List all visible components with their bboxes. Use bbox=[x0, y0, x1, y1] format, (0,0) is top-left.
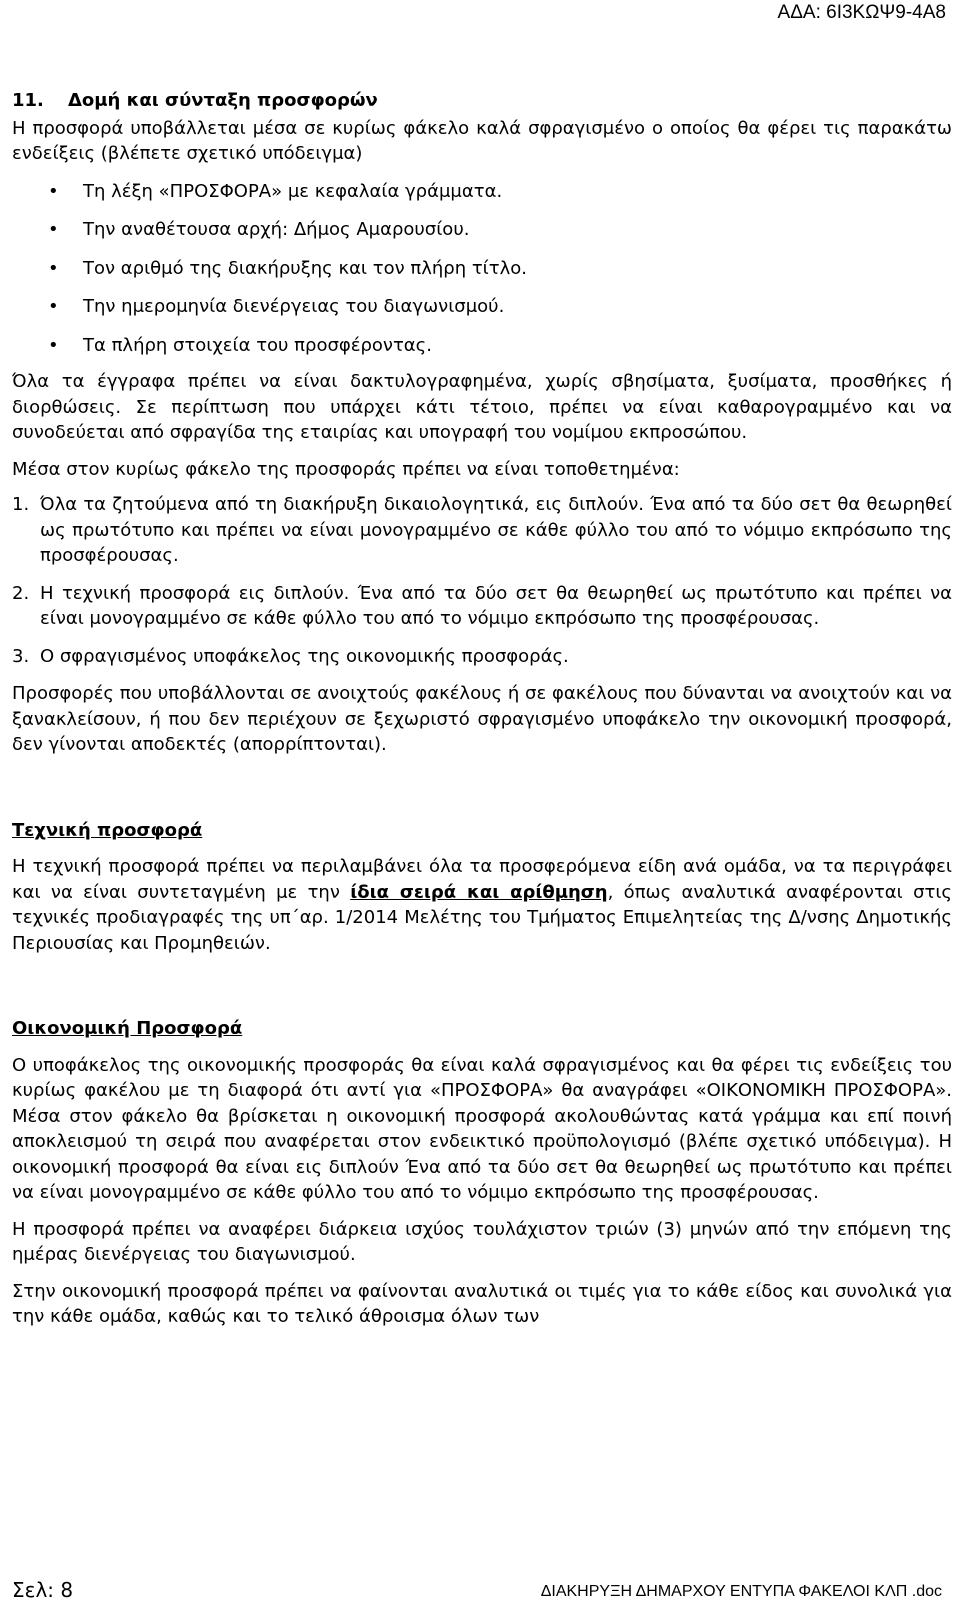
list-item bbox=[12, 581, 952, 632]
envelope-markings-list bbox=[12, 179, 952, 359]
item-number: 1. bbox=[12, 494, 30, 515]
section-number: 11. bbox=[12, 90, 44, 111]
financial-paragraph-2: Η προσφορά πρέπει να αναφέρει διάρκεια ισχύος τουλάχιστον τριών (3) μηνών από την επόμενη της ημέρας διενέργειας του διαγωνισμού. bbox=[12, 1218, 952, 1265]
typed-documents-paragraph: Όλα τα έγγραφα πρέπει να είναι δακτυλογραφημένα, χωρίς σβησίματα, ξυσίματα, προσθήκες ή διορθώσεις. Σε περίπτωση που υπάρχει κάτι τέτοιο, πρέπει να είναι καθαρογραμμένο και να συνοδεύεται από σφραγίδα της εταιρίας και υπογραφή του νομίμου εκπροσώπου. bbox=[12, 371, 952, 443]
document-body bbox=[12, 88, 952, 1330]
section-heading bbox=[12, 88, 952, 114]
list-item: • Τα πλήρη στοιχεία του προσφέροντας. bbox=[12, 333, 952, 359]
technical-offer-heading: Τεχνική προσφορά bbox=[12, 819, 203, 841]
list-item bbox=[12, 644, 952, 670]
intro-paragraph: Η προσφορά υποβάλλεται μέσα σε κυρίως φάκελο καλά σφραγισμένο ο οποίος θα φέρει τις παρακάτω ενδείξεις (βλέπετε σχετικό υπόδειγμα) bbox=[12, 117, 952, 164]
inside-envelope-paragraph: Μέσα στον κυρίως φάκελο της προσφοράς πρέπει να είναι τοποθετημένα: bbox=[12, 458, 680, 480]
item-number: 3. bbox=[12, 645, 30, 667]
technical-emphasis: ίδια σειρά και αρίθμηση bbox=[350, 881, 608, 903]
page-number: Σελ: 8 bbox=[12, 1578, 74, 1602]
list-item: • Την αναθέτουσα αρχή: Δήμος Αμαρουσίου. bbox=[12, 217, 952, 243]
ada-code: ΑΔΑ: 6Ι3ΚΩΨ9-4Α8 bbox=[777, 2, 946, 23]
item-number: 2. bbox=[12, 582, 30, 604]
technical-text-before: Η τεχνική προσφορά πρέπει να περιλαμβάνει όλα τα προσφερόμενα είδη ανά ομάδα, να τα περιγράφει και να είναι συντεταγμένη με την bbox=[12, 856, 952, 903]
financial-paragraph-3: Στην οικονομική προσφορά πρέπει να φαίνονται αναλυτικά οι τιμές για το κάθε είδος και συνολικά για την κάθε ομάδα, καθώς και το τελικό άθροισμα όλων των bbox=[12, 1280, 952, 1327]
envelope-contents-list bbox=[12, 492, 952, 669]
item-text: Η τεχνική προσφορά εις διπλούν. Ένα από τα δύο σετ θα θεωρηθεί ως πρωτότυπο και πρέπει να είναι μονογραμμένο σε κάθε φύλλο του από το νόμιμο εκπρόσωπο της προσφέρουσας. bbox=[40, 582, 952, 629]
technical-offer-paragraph bbox=[12, 854, 952, 956]
list-item: • Τη λέξη «ΠΡΟΣΦΟΡΑ» με κεφαλαία γράμματα. bbox=[12, 179, 952, 205]
rejected-offers-paragraph: Προσφορές που υποβάλλονται σε ανοιχτούς φακέλους ή σε φακέλους που δύνανται να ανοιχτούν και να ξανακλείσουν, ή που δεν περιέχουν σε ξεχωριστό σφραγισμένο υποφάκελο την οικονομική προσφορά, δεν γίνονται αποδεκτές (απορρίπτονται). bbox=[12, 683, 952, 755]
financial-offer-heading: Οικονομική Προσφορά bbox=[12, 1018, 243, 1039]
technical-text-after: , όπως αναλυτικά αναφέρονται στις τεχνικές προδιαγραφές της υπ΄αρ. 1/2014 Μελέτης του Τμήματος Επιμελητείας της Δ/νσης Δημοτικής Περιουσίας και Προμηθειών. bbox=[12, 881, 952, 954]
item-text: Όλα τα ζητούμενα από τη διακήρυξη δικαιολογητικά, εις διπλούν. Ένα από τα δύο σετ θα θεωρηθεί ως πρωτότυπο και πρέπει να είναι μονογραμμένο σε κάθε φύλλο του από το νόμιμο εκπρόσωπο της προσφέρουσας. bbox=[40, 494, 952, 566]
document-filename: ΔΙΑΚΗΡΥΞΗ ΔΗΜΑΡΧΟΥ ΕΝΤΥΠΑ ΦΑΚΕΛΟΙ ΚΛΠ .doc bbox=[540, 1583, 942, 1600]
item-text: Ο σφραγισμένος υποφάκελος της οικονομικής προσφοράς. bbox=[40, 645, 569, 667]
list-item: • Την ημερομηνία διενέργειας του διαγωνισμού. bbox=[12, 294, 952, 320]
section-title: Δομή και σύνταξη προσφορών bbox=[68, 90, 378, 111]
financial-paragraph-1: Ο υποφάκελος της οικονομικής προσφοράς θα είναι καλά σφραγισμένος και θα φέρει τις ενδείξεις του κυρίως φακέλου με τη διαφορά ότι αντί για «ΠΡΟΣΦΟΡΑ» θα αναγράφει «ΟΙΚΟΝΟΜΙΚΗ ΠΡΟΣΦΟΡΑ». Μέσα στον φάκελο θα βρίσκεται η οικονομική προσφορά ακολουθώντας κατά γράμμα και επί ποινή αποκλεισμού τη σειρά που αναφέρεται στον ενδεικτικό προϋπολογισμό (βλέπε σχετικό υπόδειγμα). Η οικονομική προσφορά θα είναι εις διπλούν Ένα από τα δύο σετ θα θεωρηθεί ως πρωτότυπο και πρέπει να είναι μονογραμμένο σε κάθε φύλλο του από το νόμιμο εκπρόσωπο της προσφέρουσας. bbox=[12, 1054, 952, 1203]
list-item bbox=[12, 492, 952, 569]
list-item: • Τον αριθμό της διακήρυξης και τον πλήρη τίτλο. bbox=[12, 256, 952, 282]
